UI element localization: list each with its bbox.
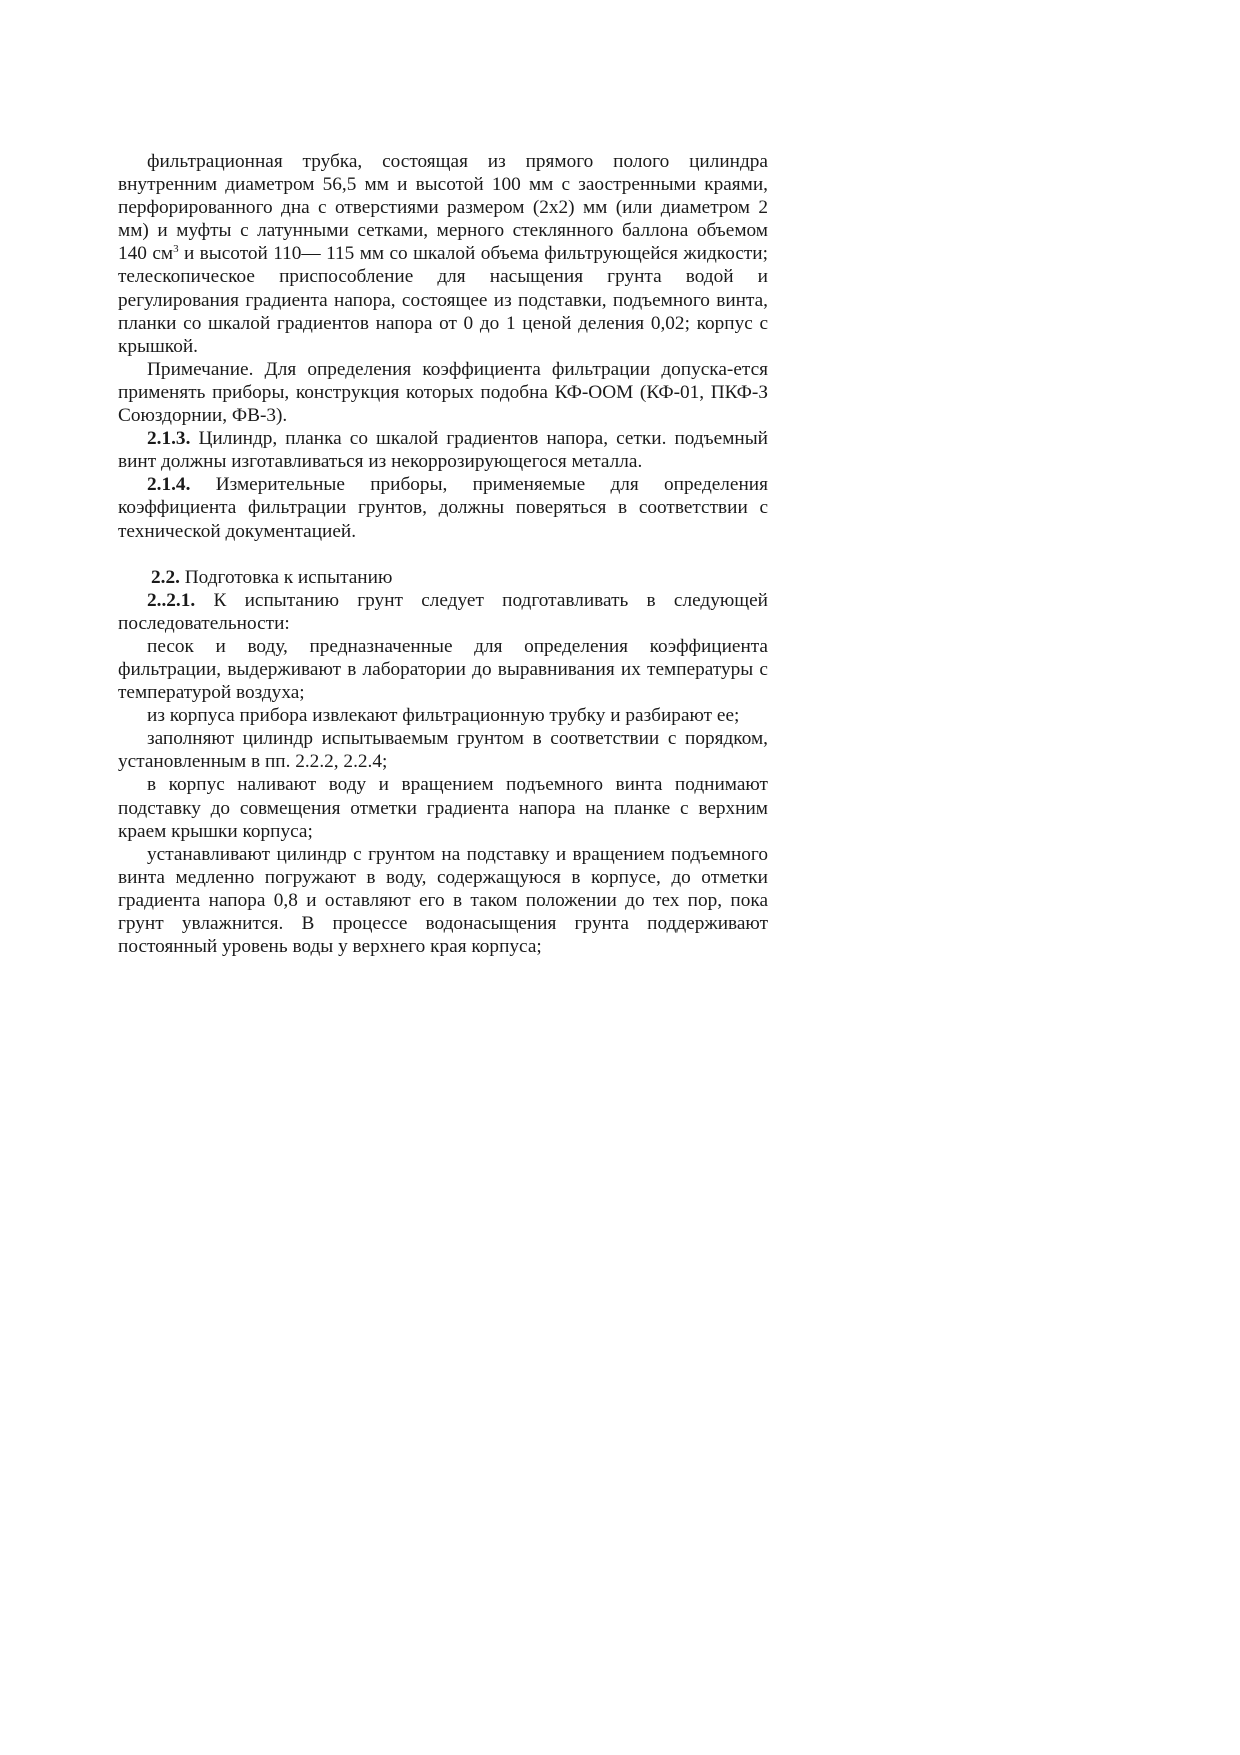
paragraph-text: Цилиндр, планка со шкалой градиентов напора, сетки. подъемный винт должны изготавливаться из некоррозирующегося металла.: [118, 428, 768, 473]
paragraph-text: песок и воду, предназначенные для определения коэффициента фильтрации, выдерживают в лаборатории до выравнивания их температуры с температурой воздуха;: [118, 635, 768, 704]
paragraph-2-1-4: [118, 473, 768, 542]
section-number: 2.2.: [151, 566, 180, 588]
paragraph-text: заполняют цилиндр испытываемым грунтом в соответствии с порядком, установленным в пп. 2.2.2, 2.2.4;: [118, 728, 768, 773]
section-number: 2..2.1.: [147, 589, 196, 611]
paragraph-filtration-tube: [118, 150, 768, 358]
paragraph-text: Измерительные приборы, применяемые для определения коэффициента фильтрации грунтов, должны поверяться в соответствии с технической документацией.: [118, 474, 768, 542]
paragraph-fill-cylinder: [118, 727, 768, 773]
paragraph-remove-tube: [118, 704, 768, 727]
blank-line: [118, 543, 768, 566]
paragraph-text: и высотой 110— 115 мм со шкалой объема фильтрующейся жидкости; телескопическое приспособление для насыщения грунта водой и регулирования градиента напора, состоящее из подставки, подъемного винта, планки со шкалой градиентов напора от 0 до 1 ценой деления 0,02; корпус с крышкой.: [118, 243, 768, 357]
paragraph-text: из корпуса прибора извлекают фильтрационную трубку и разбирают ее;: [147, 705, 740, 727]
section-heading-title: Подготовка к испытанию: [179, 566, 393, 588]
paragraph-2-2-1: [118, 589, 768, 635]
document-body: [118, 150, 768, 958]
paragraph-text: Примечание. Для определения коэффициента фильтрации допуска-ется применять приборы, конструкция которых подобна КФ-ООМ (КФ-01, ПКФ-З Союздорнии, ФВ-3).: [118, 358, 768, 427]
paragraph-2-1-3: [118, 427, 768, 473]
paragraph-install-cylinder: [118, 843, 768, 958]
section-number: 2.1.3.: [147, 428, 191, 450]
paragraph-text: К испытанию грунт следует подготавливать в следующей последовательности:: [118, 589, 768, 634]
paragraph-text: устанавливают цилиндр с грунтом на подставку и вращением подъемного винта медленно погружают в воду, содержащуюся в корпусе, до отметки градиента напора 0,8 и оставляют его в таком положении до тех пор, пока грунт увлажнится. В процессе водонасыщения грунта поддерживают постоянный уровень воды у верхнего края корпуса;: [118, 843, 768, 958]
paragraph-note: [118, 358, 768, 427]
paragraph-text: фильтрационная трубка, состоящая из прямого полого цилиндра внутренним диаметром 56,5 мм и высотой 100 мм с заостренными краями, перфорированного дна с отверстиями размером (2х2) мм (или диаметром 2 мм) и муфты с латунными сетками, мерного стеклянного баллона объемом 140 см: [118, 151, 768, 265]
superscript-cube: 3: [173, 243, 179, 256]
paragraph-text: в корпус наливают воду и вращением подъемного винта поднимают подставку до совмещения отметки градиента напора на планке с верхним краем крышки корпуса;: [118, 774, 768, 842]
paragraph-sand-water: [118, 635, 768, 704]
section-number: 2.1.4.: [147, 474, 191, 496]
section-heading: [118, 566, 768, 589]
paragraph-pour-water: [118, 773, 768, 842]
